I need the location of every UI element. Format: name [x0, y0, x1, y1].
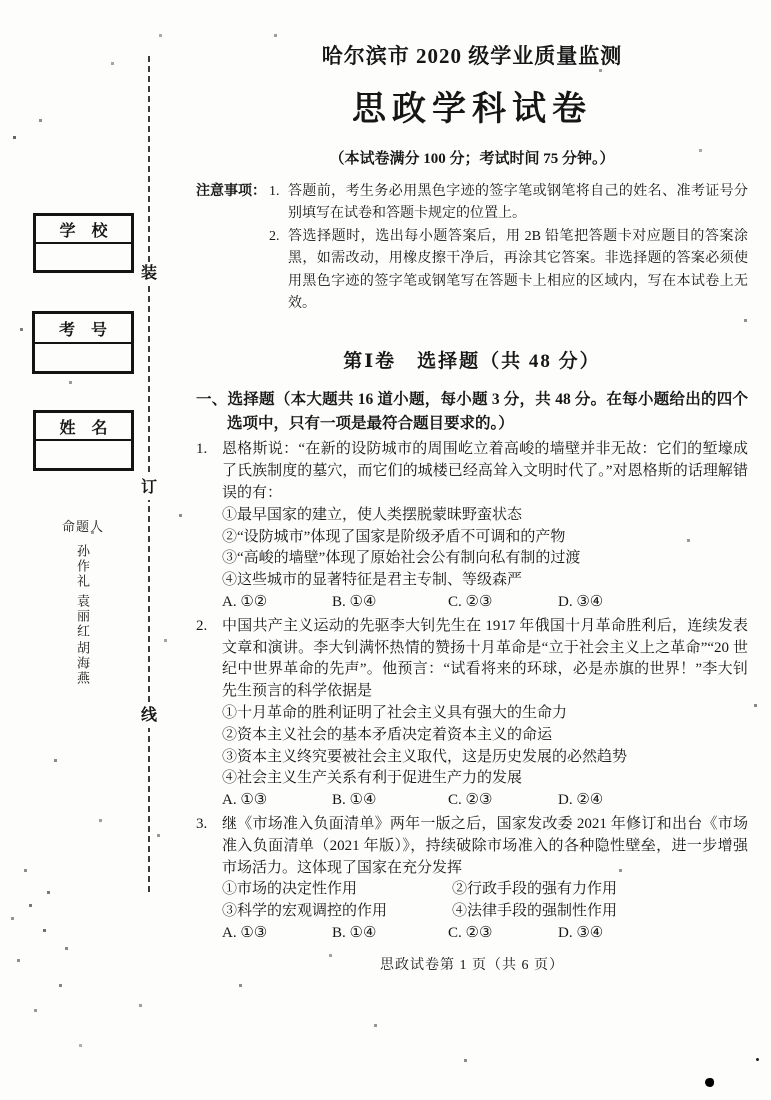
notice-item-number: 1.: [269, 184, 280, 199]
question-3: [196, 814, 748, 945]
question-list: [196, 439, 748, 944]
exam-number-field-label: 考 号: [35, 314, 131, 344]
question-subitem: ④社会主义生产关系有利于促进生产力的发展: [222, 770, 523, 787]
choices-row: [222, 790, 748, 812]
binding-char-ding: 订: [139, 476, 159, 500]
choice-a: A. ①②: [222, 594, 268, 611]
notice-item-text: 答选择题时，选出每小题答案后，用 2B 铅笔把答题卡对应题目的答案涂黑，如需改动，用橡皮擦干净后，再涂其它答案。非选择题的答案必须使用黑色字迹的签字笔或钢笔写在答题卡上相应的区域内，写在本试卷上无效。: [288, 228, 748, 312]
notice-label: 注意事项：: [196, 184, 266, 199]
exam-info-line: （本试卷满分 100 分；考试时间 75 分钟。）: [329, 151, 615, 167]
choice-a: A. ①③: [222, 792, 268, 809]
exam-number-field-box: [32, 311, 134, 374]
binding-char-zhuang: 装: [139, 262, 159, 286]
question-1: [196, 439, 748, 613]
notice-item-text: 答题前，考生务必用黑色字迹的签字笔或钢笔将自己的姓名、准考证号分别填写在试卷和答题卡规定的位置上。: [288, 184, 748, 222]
exam-author-name: 胡海燕: [75, 641, 90, 686]
question-subitem: ②行政手段的强有力作用: [452, 881, 618, 898]
question-subitem: ②“设防城市”体现了国家是阶级矛盾不可调和的产物: [222, 528, 566, 545]
ink-blot: [705, 1078, 714, 1087]
question-subitem: ①市场的决定性作用: [222, 881, 358, 898]
choice-d: D. ②④: [558, 792, 604, 809]
exam-author-name: 袁丽红: [75, 594, 90, 639]
question-subitem-grid: [222, 879, 748, 923]
notice-section: [196, 181, 748, 315]
question-number: 3.: [196, 815, 208, 832]
choice-c: C. ②③: [448, 792, 493, 809]
section-1-intro: 一、选择题（本大题共 16 道小题，每小题 3 分，共 48 分。在每小题给出的四个选项中，只有一项是最符合题目要求的。）: [196, 391, 748, 432]
page-footer: 思政试卷第 1 页（共 6 页）: [380, 957, 564, 973]
choice-d: D. ③④: [558, 924, 604, 941]
question-subitem: ③科学的宏观调控的作用: [222, 903, 388, 920]
name-field-blank: [36, 441, 131, 468]
notice-item-number: 2.: [269, 228, 280, 244]
section-1-heading: 第Ⅰ卷 选择题（共 48 分）: [343, 351, 601, 373]
exam-authors-label: 命题人: [62, 519, 105, 534]
name-field-box: [33, 410, 134, 471]
question-subitem: ④法律手段的强制性作用: [452, 903, 618, 920]
main-content: [196, 0, 748, 974]
exam-title: 哈尔滨市 2020 级学业质量监测: [321, 44, 623, 68]
choice-a: A. ①③: [222, 924, 268, 941]
question-2: [196, 616, 748, 812]
name-field-label: 姓 名: [36, 413, 131, 441]
choice-b: B. ①④: [332, 792, 377, 809]
choice-b: B. ①④: [332, 594, 377, 611]
choices-row: [222, 923, 748, 945]
choice-d: D. ③④: [558, 594, 604, 611]
question-stem: 中国共产主义运动的先驱李大钊先生在 1917 年俄国十月革命胜利后，连续发表文章和演讲。李大钊满怀热情的赞扬十月革命是“立于社会主义上之革命”“20 世纪中世界革命的先声”。他预言：“试看将来的环球，必是赤旗的世界！”李大钊先生预言的科学依据是: [222, 617, 748, 700]
notice-item: [269, 226, 748, 316]
school-field-box: [33, 213, 134, 273]
school-field-blank: [36, 244, 131, 270]
question-subitem: ④这些城市的显著特征是君主专制、等级森严: [222, 572, 523, 589]
choice-c: C. ②③: [448, 924, 493, 941]
question-subitem: ③资本主义终究要被社会主义取代，这是历史发展的必然趋势: [222, 748, 628, 765]
question-subitem: ①十月革命的胜利证明了社会主义具有强大的生命力: [222, 705, 568, 721]
choice-c: C. ②③: [448, 594, 493, 611]
binding-char-xian: 线: [139, 704, 159, 728]
choices-row: [222, 592, 748, 614]
question-stem: 继《市场准入负面清单》两年一版之后，国家发改委 2021 年修订和出台《市场准入负面清单（2021 年版）》，持续破除市场准入的各种隐性壁垒，进一步增强市场活力。这体现了国家在充分发挥: [222, 815, 748, 876]
question-subitem: ②资本主义社会的基本矛盾决定着资本主义的命运: [222, 726, 553, 743]
scan-noise: [0, 0, 1, 1]
exam-author-name: 孙作礼: [75, 544, 90, 589]
question-stem: 恩格斯说：“在新的设防城市的周围屹立着高峻的墙壁并非无故：它们的堑壕成了氏族制度的墓穴，而它们的城楼已经高耸入文明时代了。”对恩格斯的话理解错误的有：: [222, 441, 748, 502]
question-subitem: ①最早国家的建立，使人类摆脱蒙昧野蛮状态: [222, 506, 523, 523]
choice-b: B. ①④: [332, 924, 377, 941]
notice-item: [269, 181, 748, 226]
question-number: 2.: [196, 617, 208, 634]
school-field-label: 学 校: [36, 216, 131, 244]
exam-number-field-blank: [35, 344, 131, 371]
exam-subject-title: 思政学科试卷: [352, 91, 592, 128]
question-subitem: ③“高峻的墙壁”体现了原始社会公有制向私有制的过渡: [222, 550, 581, 567]
binding-line: [148, 56, 150, 892]
ink-speck: [756, 1058, 759, 1061]
question-number: 1.: [196, 441, 208, 458]
